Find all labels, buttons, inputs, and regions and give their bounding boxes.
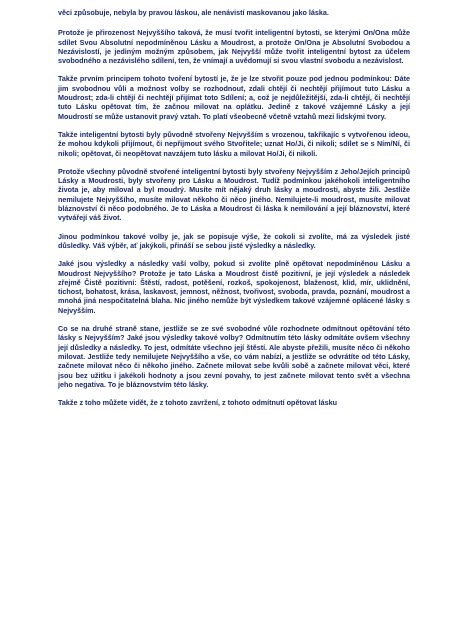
paragraph-continuation: věci způsobuje, nebyla by pravou láskou, ale nenávistí maskovanou jako láska. (58, 8, 329, 17)
paragraph-results-rejection: Co se na druhé straně stane, jestliže se ze své svobodné vůle rozhodnete odmítnout opětování této lásky s Nejvyšším? Jaké jsou výsledky takové volby? Odmítnutím této lásky odmítáte ovšem všechny její důsledky a následky. To jest, odmítáte všechno její štěstí. Ale abyste přežili, musíte něco či někoho milovat. Jestliže tedy nemilujete Nejvyššího a vše, co vám nabízí, a jestliže se odvrátíte od této Lásky, začnete milovat něco či někoho jiného. Začnete milovat sebe kvůli sobě a začnete milovat věci, které jsou bez užitku i jakékoli hodnoty a jsou zevní povahy, to jest začnete milovat tento svět a všechna jeho negativa. To je bláznovstvím této lásky. (58, 324, 410, 389)
paragraph-results-positive: Jaké jsou výsledky a následky vaší volby, pokud si zvolíte plně opětovat nepodmíněnou Lásku a Moudrost Nejvyššího? Protože je tato Láska a Moudrost čistě pozitivní, je její výsledek a následek zřejmě Čistě pozitivní: Štěstí, radost, potěšení, rozkoš, spokojenost, blaženost, klid, mír, uklidnění, tichost, bohatost, krása, laskavost, jemnost, něžnost, tvořivost, svoboda, pravda, poznání, moudrost a mnohá jiná nespočitatelná blaha. Nic jiného nemůže být výsledkem takové vzájemné oplácené lásky s Nejvyšším. (58, 259, 410, 315)
paragraph-another-condition: Jinou podmínkou takové volby je, jak se popisuje výše, že cokoli si zvolíte, má za výsledek jisté důsledky. Váš výběr, ať jakýkoli, přináší se sebou jisté výsledky a následky. (58, 231, 410, 250)
paragraph-nature-of-most-high: Protože je přirozenost Nejvyššího taková, že musí tvořit inteligentní bytosti, se kterými On/Ona může sdílet Svou Absolutní nepodmíněnou Lásku a Moudrost, a protože On/Ona je Absolutní Svobodou a Nezávislostí, je jediným možným způsobem, jak Nejvyšší může tvořit inteligentní bytost za účelem svobodného a nezávislého sdílení, ten, že vnímají a uvědomují si svou vlastní svobodu a nezávislost. (58, 28, 410, 66)
paragraph-conclusion-start: Takže z toho můžete vidět, že z tohoto zavržení, z tohoto odmítnutí opětovat lásku (58, 398, 337, 408)
paragraph-first-principle: Takže prvním principem tohoto tvoření bytostí je, že je lze stvořit pouze pod jednou podmínkou: Dáte jim svobodnou vůli a možnost volby se rozhodnout, zdali chtějí či nechtějí přijímout tuto Lásku a Moudrost; zda-li chtějí či nechtějí přijímat toto Sdílení; a, což je nejdůležitější, zda-li chtějí, či nechtějí tuto Lásku opětovat tím, že začnou milovat na oplátku. Jedině z takové vzájemné Lásky a její Moudrostí se může ustanovit pravý vztah. To platí všeobecně včetně vztahů mezi lidskými tvory. (58, 74, 410, 121)
paragraph-innate-idea: Takže inteligentní bytosti byly původně stvořeny Nejvyšším s vrozenou, takřikajíc s vytvořenou ideou, že mohou kdykoli přijímout, či nepřijmout svého Stvořitele; uznat Ho/Ji, či nikoli; sdílet se s Ním/Ní, či nikoli; opětovat, či neopětovat navzájem tuto lásku a milovat Ho/Ji, či nikoli. (58, 129, 410, 158)
paragraph-love-and-wisdom: Protože všechny původně stvořené inteligentní bytosti byly stvořeny Nejvyšším z Jeho/Jejích principů Lásky a Moudrosti, byly stvořeny pro Lásku a Moudrost. Tudíž podmínkou jakéhokoli inteligentního života je, aby miloval a byl moudrý. Musíte mít nějaký druh lásky a moudrosti, abyste žili. Jestliže nemilujete Nejvyššího, musíte milovat někoho či něco jiného. Nemilujete-li moudrost, musíte milovat bláznovství či něco podobného. Je to Láska a Moudrost či láska k nemilování a její bláznovství, které vytvářejí váš život. (58, 166, 410, 223)
